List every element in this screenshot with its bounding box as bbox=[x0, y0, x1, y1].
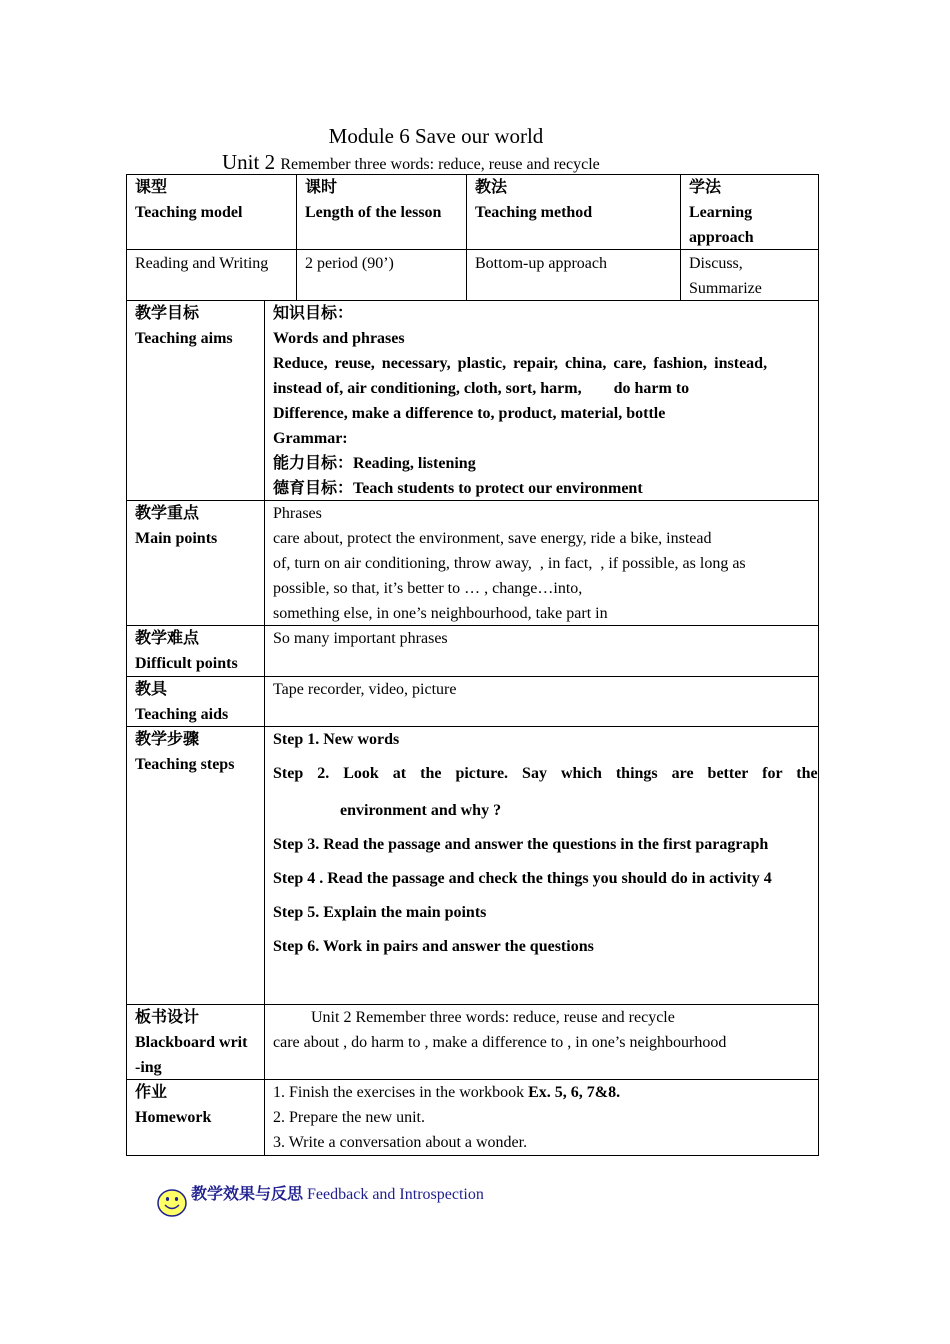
lesson-type-header: 课型 Teaching model bbox=[135, 179, 243, 221]
method-header: 教法 Teaching method bbox=[475, 179, 593, 221]
method-value: Bottom-up approach bbox=[475, 255, 607, 272]
difficult-points-label: 教学难点 Difficult points bbox=[135, 630, 238, 672]
homework-content: 1. Finish the exercises in the workbook Ex. 5, 6, 7&8. 2. Prepare the new unit. 3. Write a conversation about a wonder. bbox=[273, 1084, 621, 1151]
length-value: 2 period (90’) bbox=[305, 255, 394, 272]
teaching-aids-label: 教具 Teaching aids bbox=[135, 681, 229, 723]
teaching-steps-content bbox=[265, 727, 818, 959]
approach-value: Discuss, Summarize bbox=[689, 255, 762, 297]
blackboard-label: 板书设计 Blackboard writ -ing bbox=[135, 1009, 248, 1076]
step-4: Step 4 . Read the passage and check the things you should do in activity 4 bbox=[273, 870, 772, 887]
unit-prefix: Unit 2 bbox=[222, 150, 276, 174]
length-header: 课时 Length of the lesson bbox=[305, 179, 442, 221]
step-2-cont: environment and why ? bbox=[340, 802, 502, 819]
unit-subtitle: Remember three words: reduce, reuse and recycle bbox=[280, 156, 600, 173]
main-points-label: 教学重点 Main points bbox=[135, 505, 218, 547]
step-1: Step 1. New words bbox=[273, 731, 400, 748]
teaching-aids-value: Tape recorder, video, picture bbox=[273, 681, 457, 698]
aims-label: 教学目标 Teaching aims bbox=[135, 305, 233, 347]
step-2: Step 2. Look at the picture. Say which things are better for the bbox=[273, 765, 818, 782]
module-title: Module 6 Save our world bbox=[328, 124, 544, 148]
lesson-type-value: Reading and Writing bbox=[135, 255, 269, 272]
unit-title bbox=[222, 150, 600, 175]
difficult-points-value: So many important phrases bbox=[273, 630, 448, 647]
teaching-steps-label: 教学步骤 Teaching steps bbox=[135, 731, 235, 773]
main-points-content: Phrases care about, protect the environment, save energy, ride a bike, instead of, turn on air conditioning, throw away, , in fact, , if possible, as long as possible, so that, it’s better to … , change…into, something else, in one’s neighbourhood, take part in bbox=[273, 505, 746, 622]
step-3: Step 3. Read the passage and answer the questions in the first paragraph bbox=[273, 836, 769, 853]
approach-header: 学法 Learning approach bbox=[689, 179, 754, 246]
feedback-heading: 教学效果与反思 Feedback and Introspection bbox=[191, 1186, 484, 1203]
blackboard-content: Unit 2 Remember three words: reduce, reuse and recycle care about , do harm to , make a difference to , in one’s neighbourhood bbox=[273, 1009, 727, 1051]
smiley-icon bbox=[157, 1188, 189, 1218]
homework-label: 作业 Homework bbox=[135, 1084, 212, 1126]
step-5: Step 5. Explain the main points bbox=[273, 904, 487, 921]
aims-content: 知识目标： Words and phrases Reduce, reuse, necessary, plastic, repair, china, care, fashion, instead, instead of, air conditioning, cloth, sort, harm, do harm to Difference, make a difference to, product, material, bottle Grammar: 能力目标：Reading, listening 德育目标：Teach students to protect our environment bbox=[273, 305, 768, 497]
step-6: Step 6. Work in pairs and answer the questions bbox=[273, 938, 594, 955]
